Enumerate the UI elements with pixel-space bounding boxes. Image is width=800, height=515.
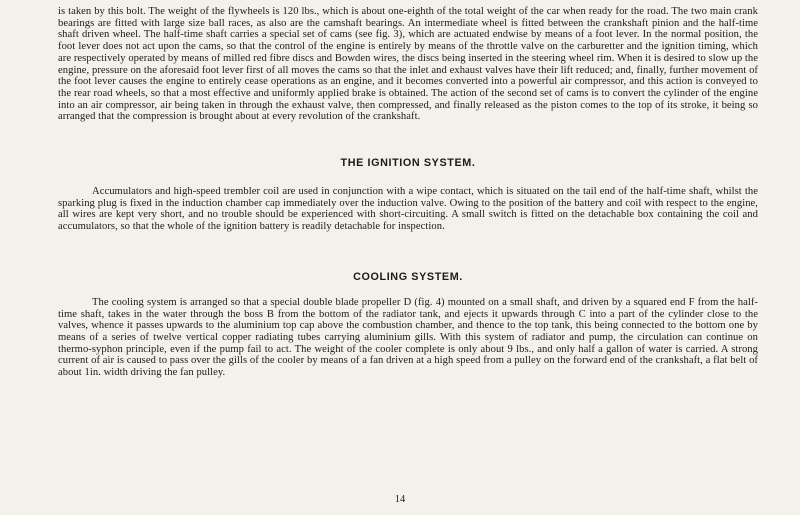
cooling-system-paragraph: The cooling system is arranged so that a special double blade propeller D (fig. 4) mounted on a small shaft, and driven by a squared end F from the half-time shaft, takes in the water through the boss B from the bottom of the radiator tank, and ejects it upwards through C into a part of the cylinder close to the valves, whence it passes upwards to the aluminium top cap above the combustion chamber, and thence to the top tank, this being connected to the bottom one by means of a series of twelve vertical copper radiating tubes carrying aluminium gills. With this system of radiator and pump, the circulation can continue on thermo-syphon principle, even if the pump fail to act. The weight of the cooler complete is only about 9 lbs., and only half a gallon of water is carried. A strong current of air is caused to pass over the gills of the cooler by means of a fan driven at a high speed from a pulley on the forward end of the crankshaft, a flat belt of about 1in. width driving the fan pulley. (58, 296, 758, 379)
ignition-system-heading: THE IGNITION SYSTEM. (340, 157, 476, 170)
ignition-system-paragraph: Accumulators and high-speed trembler coil are used in conjunction with a wipe contact, which is situated on the tail end of the half-time shaft, whilst the sparking plug is fixed in the induction chamber cap immediately over the induction valve. Owing to the position of the battery and coil with respect to the engine, all wires are kept very short, and no trouble should be experienced with short-circuiting. A small switch is fitted on the detachable box containing the coil and accumulators, so that the whole of the ignition battery is readily detachable for inspection. (58, 186, 758, 233)
cooling-system-heading: COOLING SYSTEM. (353, 270, 463, 283)
body-paragraph-flywheel-cams: is taken by this bolt. The weight of the flywheels is 120 lbs., which is about one-eighth of the total weight of the car when ready for the road. The two main crank bearings are fitted with large size ball races, as also are the camshaft bearings. An intermediate wheel is fitted between the crankshaft pinion and the half-time shaft driven wheel. The half-time shaft carries a special set of cams (see fig. 3), which are actuated endwise by means of a foot lever. In the normal position, the foot lever does not act upon the cams, so that the control of the engine is entirely by means of the throttle valve on the carburetter and the ignition timing, which are respectively operated by means of milled red fibre discs and Bowden wires, the discs being inserted in the steering wheel rim. When it is desired to slow up the engine, pressure on the aforesaid foot lever first of all moves the cams so that the inlet and exhaust valves have their lift reduced; and, finally, further movement of the foot lever causes the engine to entirely cease operations as an engine, and it becomes converted into a powerful air compressor, and this action is conveyed to the rear road wheels, so that a most effective and uniformly applied brake is obtained. The action of the second set of cams is to convert the cylinder of the engine into an air compressor, air being taken in through the exhaust valve, then compressed, and finally released as the piston comes to the top of its stroke, it being so arranged that the compression is brought about at every revolution of the crankshaft. (58, 6, 758, 123)
page-number: 14 (394, 494, 406, 505)
